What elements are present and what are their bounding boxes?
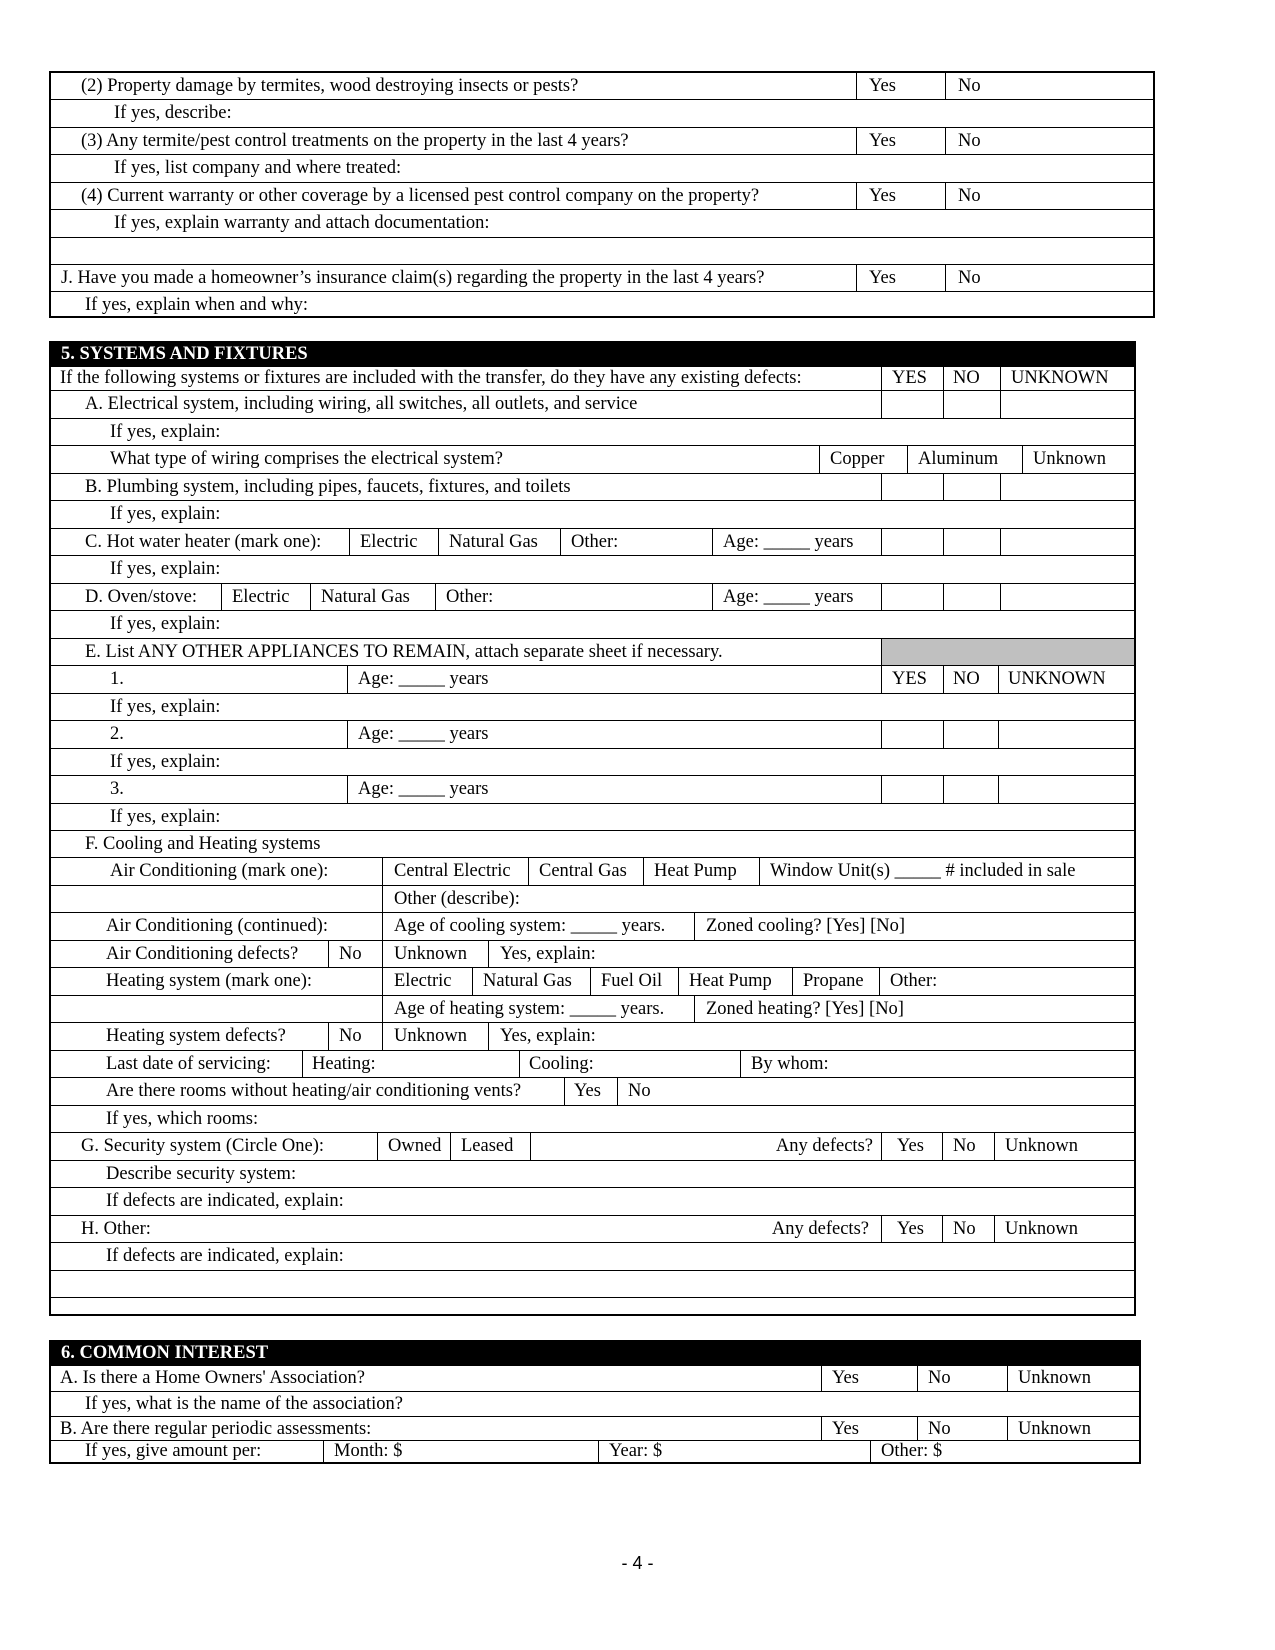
ac-defects-yes-explain-field[interactable]: Yes, explain:	[488, 941, 1134, 967]
heating-type-row	[51, 968, 1134, 996]
qJ-label: J. Have you made a homeowner’s insurance claim(s) regarding the property in the last 4 years?	[61, 268, 765, 288]
q4-yes-option[interactable]: Yes	[856, 183, 945, 209]
other-no-option[interactable]: No	[942, 1216, 994, 1242]
other-blank-field-2[interactable]	[51, 1298, 1134, 1314]
q3-company-field[interactable]: If yes, list company and where treated:	[114, 158, 402, 178]
heating-defects-row	[51, 1023, 1134, 1051]
hoa-row	[51, 1366, 1139, 1392]
ac-zoned-field[interactable]: Zoned cooling? [Yes] [No]	[694, 913, 1134, 940]
water-heater-gas-option[interactable]: Natural Gas	[438, 529, 560, 555]
q2-label: (2) Property damage by termites, wood destroying insects or pests?	[81, 76, 579, 96]
q2-yes-option[interactable]: Yes	[856, 73, 945, 99]
appliance-3-explain-field[interactable]: If yes, explain:	[110, 807, 221, 827]
q3-label: (3) Any termite/pest control treatments on the property in the last 4 years?	[81, 131, 629, 151]
ac-central-gas-option[interactable]: Central Gas	[528, 858, 643, 885]
appliance-2-row	[51, 721, 1134, 749]
appliance-col-unknown-header: UNKNOWN	[998, 666, 1134, 693]
heating-fuel-oil-option[interactable]: Fuel Oil	[590, 968, 678, 995]
appliance-1-row	[51, 666, 1134, 694]
amount-month-field[interactable]: Month: $	[323, 1441, 598, 1462]
appliance-1-explain-field[interactable]: If yes, explain:	[110, 697, 221, 717]
security-explain-row	[51, 1188, 1134, 1216]
water-heater-explain-row	[51, 556, 1134, 584]
water-heater-explain-field[interactable]: If yes, explain:	[110, 559, 221, 579]
other-explain-field[interactable]: If defects are indicated, explain:	[106, 1246, 344, 1266]
blank-row	[51, 238, 1153, 265]
other-yes-option[interactable]: Yes	[881, 1216, 942, 1242]
security-any-defects-label: Any defects?	[530, 1133, 881, 1160]
servicing-by-whom-field[interactable]: By whom:	[740, 1051, 1134, 1077]
col-yes-header: YES	[881, 367, 943, 390]
oven-electric-option[interactable]: Electric	[221, 584, 310, 610]
ac-defects-label: Air Conditioning defects?	[106, 944, 299, 964]
appliance-3-name-field[interactable]: 3.	[110, 779, 124, 799]
heating-zoned-field[interactable]: Zoned heating? [Yes] [No]	[694, 996, 1134, 1022]
servicing-label: Last date of servicing:	[106, 1054, 271, 1074]
q4-no-option[interactable]: No	[945, 183, 1153, 209]
heating-defects-label: Heating system defects?	[106, 1026, 286, 1046]
appliance-3-explain-row	[51, 804, 1134, 831]
appliance-2-age-field[interactable]: Age: _____ years	[347, 721, 881, 748]
wiring-unknown-option[interactable]: Unknown	[1022, 446, 1134, 473]
oven-row	[51, 584, 1134, 611]
q4-label: (4) Current warranty or other coverage by a licensed pest control company on the property?	[81, 186, 760, 206]
servicing-cooling-field[interactable]: Cooling:	[519, 1051, 740, 1077]
other-explain-row	[51, 1243, 1134, 1271]
oven-explain-row	[51, 611, 1134, 639]
other-blank-row-2	[51, 1298, 1134, 1314]
plumbing-explain-row	[51, 501, 1134, 529]
plumbing-yes-box[interactable]	[881, 474, 943, 500]
appliance-2-explain-row	[51, 749, 1134, 776]
qJ-yes-option[interactable]: Yes	[856, 265, 945, 291]
q3-followup-row	[51, 155, 1153, 183]
common-interest-section	[49, 1340, 1141, 1464]
q2-followup-row	[51, 100, 1153, 128]
appliance-3-no-box[interactable]	[943, 776, 998, 803]
servicing-row	[51, 1051, 1134, 1078]
assessments-question: B. Are there regular periodic assessments:	[60, 1419, 372, 1439]
amount-year-field[interactable]: Year: $	[598, 1441, 870, 1462]
plumbing-unknown-box[interactable]	[1000, 474, 1134, 500]
water-heater-age-field[interactable]: Age: _____ years	[712, 529, 881, 555]
q4-row	[51, 183, 1153, 210]
appliance-col-no-header: NO	[943, 666, 998, 693]
appliance-1-explain-row	[51, 694, 1134, 721]
servicing-heating-field[interactable]: Heating:	[302, 1051, 519, 1077]
appliance-2-no-box[interactable]	[943, 721, 998, 748]
ac-heat-pump-option[interactable]: Heat Pump	[643, 858, 759, 885]
appliance-col-yes-header: YES	[881, 666, 943, 693]
pest-insurance-table	[49, 71, 1155, 318]
security-explain-field[interactable]: If defects are indicated, explain:	[106, 1191, 344, 1211]
q2-no-option[interactable]: No	[945, 73, 1153, 99]
security-describe-row	[51, 1161, 1134, 1188]
hoa-no-option[interactable]: No	[917, 1366, 1007, 1391]
assessments-no-option[interactable]: No	[917, 1417, 1007, 1440]
appliance-2-name-field[interactable]: 2.	[110, 724, 124, 744]
security-row	[51, 1133, 1134, 1161]
electrical-unknown-box[interactable]	[1000, 391, 1134, 418]
appliance-3-yes-box[interactable]	[881, 776, 943, 803]
oven-other-field[interactable]: Other:	[435, 584, 712, 610]
heating-defects-yes-explain-field[interactable]: Yes, explain:	[488, 1023, 1134, 1050]
water-heater-no-box[interactable]	[943, 529, 1000, 555]
appliance-2-unknown-box[interactable]	[998, 721, 1134, 748]
vents-no-option[interactable]: No	[617, 1078, 1134, 1105]
wiring-copper-option[interactable]: Copper	[819, 446, 907, 473]
plumbing-no-box[interactable]	[943, 474, 1000, 500]
wiring-row	[51, 446, 1134, 474]
plumbing-label: B. Plumbing system, including pipes, faucets, fixtures, and toilets	[85, 477, 571, 497]
heating-age-row	[51, 996, 1134, 1023]
security-unknown-option[interactable]: Unknown	[994, 1133, 1134, 1160]
qJ-no-option[interactable]: No	[945, 265, 1153, 291]
col-no-header: NO	[943, 367, 1000, 390]
appliance-2-explain-field[interactable]: If yes, explain:	[110, 752, 221, 772]
water-heater-label: C. Hot water heater (mark one):	[85, 532, 322, 552]
ac-age-field[interactable]: Age of cooling system: _____ years.	[382, 913, 694, 940]
ac-defects-unknown-option[interactable]: Unknown	[382, 941, 488, 967]
electrical-explain-field[interactable]: If yes, explain:	[110, 422, 221, 442]
appliance-2-yes-box[interactable]	[881, 721, 943, 748]
cooling-heating-label: F. Cooling and Heating systems	[85, 834, 321, 854]
security-label: G. Security system (Circle One):	[81, 1136, 325, 1156]
appliances-label: E. List ANY OTHER APPLIANCES TO REMAIN, attach separate sheet if necessary.	[85, 642, 723, 662]
section-6-title: 6. COMMON INTEREST	[51, 1340, 1139, 1366]
systems-intro: If the following systems or fixtures are included with the transfer, do they have any existing defects:	[60, 368, 802, 388]
appliance-3-row	[51, 776, 1134, 804]
amount-label: If yes, give amount per:	[85, 1441, 262, 1461]
security-owned-option[interactable]: Owned	[377, 1133, 450, 1160]
wiring-question: What type of wiring comprises the electrical system?	[110, 449, 503, 469]
vents-row	[51, 1078, 1134, 1106]
systems-fixtures-section	[49, 341, 1136, 1316]
appliance-1-age-field[interactable]: Age: _____ years	[347, 666, 881, 693]
ac-type-label: Air Conditioning (mark one):	[110, 861, 329, 881]
ac-defects-row	[51, 941, 1134, 968]
hoa-unknown-option[interactable]: Unknown	[1007, 1366, 1139, 1391]
hoa-name-row	[51, 1392, 1139, 1417]
ac-other-field[interactable]: Other (describe):	[382, 886, 1134, 912]
systems-intro-row	[51, 367, 1134, 391]
which-rooms-row	[51, 1106, 1134, 1133]
security-yes-option[interactable]: Yes	[881, 1133, 942, 1160]
water-heater-unknown-box[interactable]	[1000, 529, 1134, 555]
wiring-aluminum-option[interactable]: Aluminum	[907, 446, 1022, 473]
q3-row	[51, 128, 1153, 155]
security-no-option[interactable]: No	[942, 1133, 994, 1160]
ac-window-unit-option[interactable]: Window Unit(s) _____ # included in sale	[759, 858, 1134, 885]
electrical-row	[51, 391, 1134, 419]
other-label[interactable]: H. Other:	[81, 1219, 151, 1239]
appliances-row	[51, 639, 1134, 666]
heating-age-field[interactable]: Age of heating system: _____ years.	[382, 996, 694, 1022]
q2-describe-field[interactable]: If yes, describe:	[114, 103, 232, 123]
plumbing-row	[51, 474, 1134, 501]
cooling-heating-row	[51, 831, 1134, 858]
oven-explain-field[interactable]: If yes, explain:	[110, 614, 221, 634]
water-heater-other-field[interactable]: Other:	[560, 529, 712, 555]
electrical-no-box[interactable]	[943, 391, 1000, 418]
water-heater-electric-option[interactable]: Electric	[349, 529, 438, 555]
ac-other-spacer	[51, 886, 382, 912]
appliance-3-unknown-box[interactable]	[998, 776, 1134, 803]
security-describe-field[interactable]: Describe security system:	[106, 1164, 297, 1184]
other-blank-row-1	[51, 1271, 1134, 1298]
q3-no-option[interactable]: No	[945, 128, 1153, 154]
oven-label: D. Oven/stove:	[85, 587, 198, 607]
q4-warranty-field[interactable]: If yes, explain warranty and attach documentation:	[114, 213, 490, 233]
heating-heat-pump-option[interactable]: Heat Pump	[678, 968, 792, 995]
other-blank-field-1[interactable]	[51, 1271, 1134, 1297]
heating-propane-option[interactable]: Propane	[792, 968, 879, 995]
hoa-name-field[interactable]: If yes, what is the name of the association?	[85, 1394, 403, 1414]
amount-row	[51, 1441, 1139, 1462]
amount-other-field[interactable]: Other: $	[870, 1441, 1139, 1462]
ac-type-row	[51, 858, 1134, 886]
oven-gas-option[interactable]: Natural Gas	[310, 584, 435, 610]
vents-question: Are there rooms without heating/air conditioning vents?	[106, 1081, 522, 1101]
heating-gas-option[interactable]: Natural Gas	[472, 968, 590, 995]
heating-other-field[interactable]: Other:	[879, 968, 1134, 995]
assessments-yes-option[interactable]: Yes	[821, 1417, 917, 1440]
heating-type-label: Heating system (mark one):	[106, 971, 313, 991]
other-row	[51, 1216, 1134, 1243]
appliance-3-age-field[interactable]: Age: _____ years	[347, 776, 881, 803]
heating-electric-option[interactable]: Electric	[382, 968, 472, 995]
qJ-followup-row	[51, 292, 1153, 318]
ac-continued-label: Air Conditioning (continued):	[106, 916, 328, 936]
appliances-shaded-cell	[881, 639, 1134, 665]
oven-yes-box[interactable]	[881, 584, 943, 610]
page-number: - 4 -	[621, 1553, 654, 1573]
appliance-1-name-field[interactable]: 1.	[110, 669, 124, 689]
electrical-label: A. Electrical system, including wiring, all switches, all outlets, and service	[85, 394, 638, 414]
security-leased-option[interactable]: Leased	[450, 1133, 530, 1160]
q2-row	[51, 73, 1153, 100]
heating-defects-no-option[interactable]: No	[328, 1023, 382, 1050]
heating-age-spacer	[51, 996, 382, 1022]
ac-continued-row	[51, 913, 1134, 941]
assessments-unknown-option[interactable]: Unknown	[1007, 1417, 1139, 1440]
plumbing-explain-field[interactable]: If yes, explain:	[110, 504, 221, 524]
hoa-question: A. Is there a Home Owners' Association?	[60, 1368, 365, 1388]
electrical-yes-box[interactable]	[881, 391, 943, 418]
ac-central-electric-option[interactable]: Central Electric	[382, 858, 528, 885]
heating-defects-unknown-option[interactable]: Unknown	[382, 1023, 488, 1050]
qJ-explain-field[interactable]: If yes, explain when and why:	[85, 295, 308, 315]
q4-followup-row	[51, 210, 1153, 238]
q3-yes-option[interactable]: Yes	[856, 128, 945, 154]
qJ-row	[51, 265, 1153, 292]
water-heater-row	[51, 529, 1134, 556]
vents-yes-option[interactable]: Yes	[564, 1078, 617, 1105]
electrical-explain-row	[51, 419, 1134, 446]
ac-defects-no-option[interactable]: No	[328, 941, 382, 967]
oven-age-field[interactable]: Age: _____ years	[712, 584, 881, 610]
other-any-defects-label: Any defects?	[771, 1219, 869, 1239]
assessments-row	[51, 1417, 1139, 1441]
oven-unknown-box[interactable]	[1000, 584, 1134, 610]
blank-field[interactable]	[51, 238, 1153, 264]
col-unknown-header: UNKNOWN	[1000, 367, 1134, 390]
which-rooms-field[interactable]: If yes, which rooms:	[106, 1109, 259, 1129]
hoa-yes-option[interactable]: Yes	[821, 1366, 917, 1391]
water-heater-yes-box[interactable]	[881, 529, 943, 555]
section-5-title: 5. SYSTEMS AND FIXTURES	[51, 341, 1134, 367]
other-unknown-option[interactable]: Unknown	[994, 1216, 1134, 1242]
ac-other-row	[51, 886, 1134, 913]
oven-no-box[interactable]	[943, 584, 1000, 610]
